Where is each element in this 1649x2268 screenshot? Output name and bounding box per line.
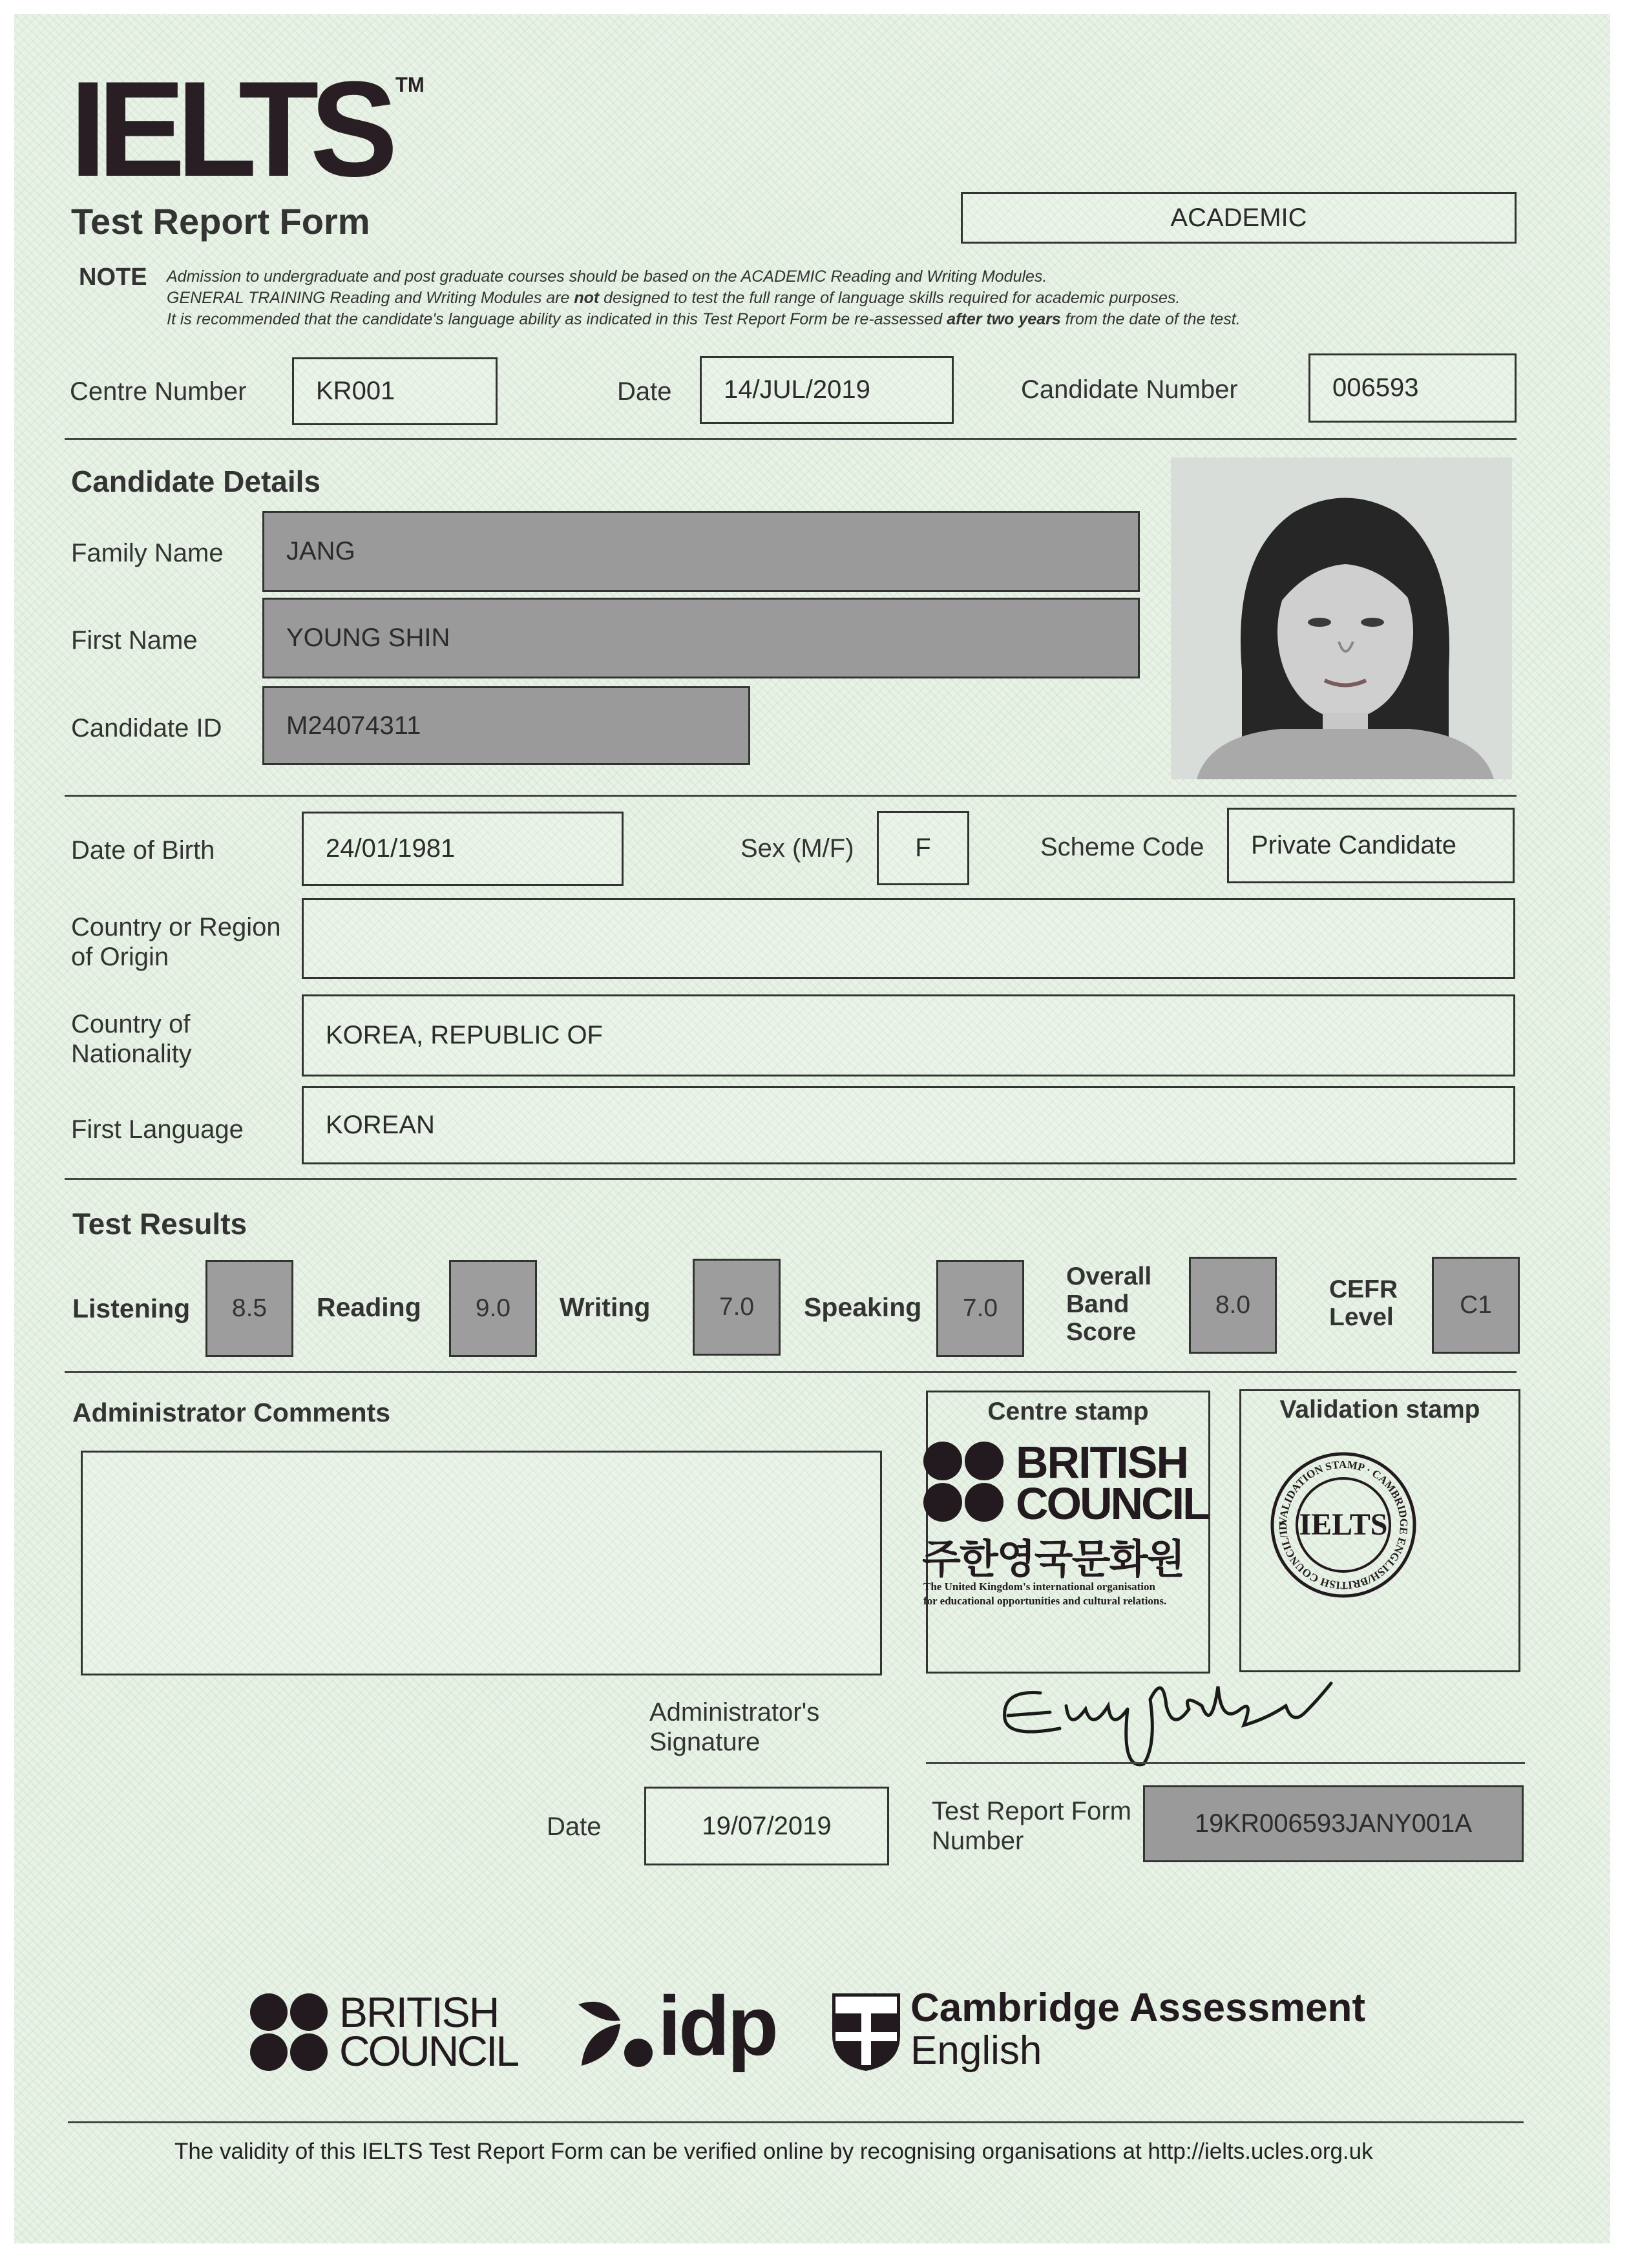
- origin-field: [302, 898, 1515, 979]
- dob-field: 24/01/1981: [302, 812, 624, 886]
- administrator-signature: [989, 1661, 1350, 1770]
- speaking-score: 7.0: [936, 1260, 1024, 1357]
- divider: [68, 2121, 1524, 2123]
- divider: [65, 1178, 1517, 1180]
- test-results-heading: Test Results: [72, 1207, 247, 1241]
- candidate-id-label: Candidate ID: [71, 714, 222, 742]
- bc-dots-icon: [922, 1440, 1006, 1524]
- bc-stamp-korean: 주한영국문화원: [922, 1537, 1184, 1582]
- divider: [65, 1371, 1517, 1373]
- divider: [65, 438, 1517, 440]
- nationality-label: Country of Nationality: [71, 1010, 192, 1068]
- seal-icon: [1269, 1451, 1418, 1599]
- validation-stamp-label: Validation stamp: [1279, 1396, 1480, 1423]
- family-name-label: Family Name: [71, 539, 224, 567]
- note-label: NOTE: [79, 264, 147, 291]
- bc-logo-dots-icon: [249, 1992, 329, 2072]
- idp-logo: [575, 1979, 782, 2081]
- admin-comments-field: [81, 1451, 882, 1675]
- reading-score: 9.0: [449, 1260, 537, 1357]
- first-name-label: First Name: [71, 626, 198, 655]
- cambridge-line2: English: [910, 2028, 1042, 2073]
- centre-number-field: KR001: [292, 357, 498, 425]
- form-title: Test Report Form: [71, 201, 370, 242]
- module-box: ACADEMIC: [961, 192, 1517, 244]
- issue-date-label: Date: [547, 1812, 602, 1841]
- scheme-code-label: Scheme Code: [1040, 833, 1204, 861]
- sex-label: Sex (M/F): [740, 834, 854, 863]
- trf-number-label: Test Report Form Number: [932, 1797, 1131, 1855]
- candidate-photo: [1171, 457, 1512, 779]
- listening-score: 8.5: [205, 1260, 293, 1357]
- writing-label: Writing: [560, 1292, 651, 1322]
- family-name-field: JANG: [262, 511, 1140, 592]
- bc-stamp-small: The United Kingdom's international organisation for educational opportunities and cultural relations.: [923, 1580, 1167, 1607]
- cefr-level-label: CEFR Level: [1329, 1276, 1398, 1331]
- candidate-number-field: 006593: [1308, 353, 1517, 423]
- scheme-code-field: Private Candidate: [1227, 808, 1515, 883]
- writing-score: 7.0: [693, 1259, 781, 1356]
- bc-stamp-line2: COUNCIL: [1016, 1478, 1208, 1529]
- idp-logo-text: idp: [658, 1979, 776, 2073]
- ielts-validation-seal: [1269, 1451, 1418, 1599]
- signature-line: [926, 1762, 1525, 1764]
- note-text: [167, 266, 1524, 330]
- candidate-id-field: M24074311: [262, 686, 750, 765]
- bc-logo-line1: BRITISH: [339, 1988, 499, 2036]
- first-name-field: YOUNG SHIN: [262, 598, 1140, 678]
- origin-label: Country or Region of Origin: [71, 913, 281, 971]
- first-language-label: First Language: [71, 1115, 244, 1144]
- validity-note: The validity of this IELTS Test Report Form can be verified online by recognising organisations at http://ielts.ucles.org.uk: [174, 2139, 1373, 2164]
- seal-center-text: IELTS: [1299, 1507, 1388, 1542]
- note-line-3: It is recommended that the candidate's language ability as indicated in this Test Report Form be re-assessed after two years from the date of the test.: [167, 310, 1241, 328]
- british-council-stamp: [921, 1438, 1224, 1619]
- bc-stamp-line1: BRITISH: [1016, 1437, 1188, 1487]
- test-date-label: Date: [617, 377, 672, 406]
- test-date-field: 14/JUL/2019: [700, 356, 954, 424]
- listening-label: Listening: [72, 1294, 191, 1323]
- nationality-field: KOREA, REPUBLIC OF: [302, 994, 1515, 1076]
- cambridge-shield-icon: [829, 1990, 903, 2074]
- first-language-field: KOREAN: [302, 1086, 1515, 1164]
- candidate-number-label: Candidate Number: [1021, 375, 1238, 404]
- cambridge-assessment-logo: [829, 1985, 1366, 2075]
- reading-label: Reading: [317, 1292, 421, 1322]
- centre-number-label: Centre Number: [70, 377, 247, 406]
- portrait-image: [1171, 457, 1512, 779]
- note-line-1: Admission to undergraduate and post graduate courses should be based on the ACADEMIC Reading and Writing Modules.: [167, 268, 1047, 286]
- note-line-2: GENERAL TRAINING Reading and Writing Modules are not designed to test the full range of language skills required for academic purposes.: [167, 289, 1181, 307]
- divider: [65, 795, 1517, 797]
- sex-field: F: [877, 811, 969, 885]
- seal-ring-text: VALIDATION STAMP · CAMBRIDGE ENGLISH/BRITISH COUNCIL/ID: [1276, 1458, 1411, 1592]
- cambridge-line1: Cambridge Assessment: [910, 1986, 1366, 2030]
- trademark-mark: TM: [395, 73, 425, 96]
- dob-label: Date of Birth: [71, 836, 215, 865]
- candidate-details-heading: Candidate Details: [71, 465, 320, 498]
- trf-number-field: 19KR006593JANY001A: [1143, 1785, 1524, 1862]
- speaking-label: Speaking: [804, 1292, 922, 1322]
- ielts-logo: IELTS ™: [70, 53, 425, 205]
- overall-band-label: Overall Band Score: [1066, 1263, 1152, 1346]
- idp-leaf-icon: [575, 1991, 656, 2072]
- british-council-logo: [249, 1990, 520, 2074]
- centre-stamp-label: Centre stamp: [987, 1398, 1149, 1425]
- cefr-level-score: C1: [1432, 1257, 1520, 1354]
- overall-band-score: 8.0: [1189, 1257, 1277, 1354]
- admin-comments-label: Administrator Comments: [72, 1398, 391, 1427]
- signature-label: Administrator's Signature: [649, 1698, 820, 1756]
- issue-date-field: 19/07/2019: [644, 1787, 889, 1865]
- bc-logo-line2: COUNCIL: [339, 2027, 518, 2075]
